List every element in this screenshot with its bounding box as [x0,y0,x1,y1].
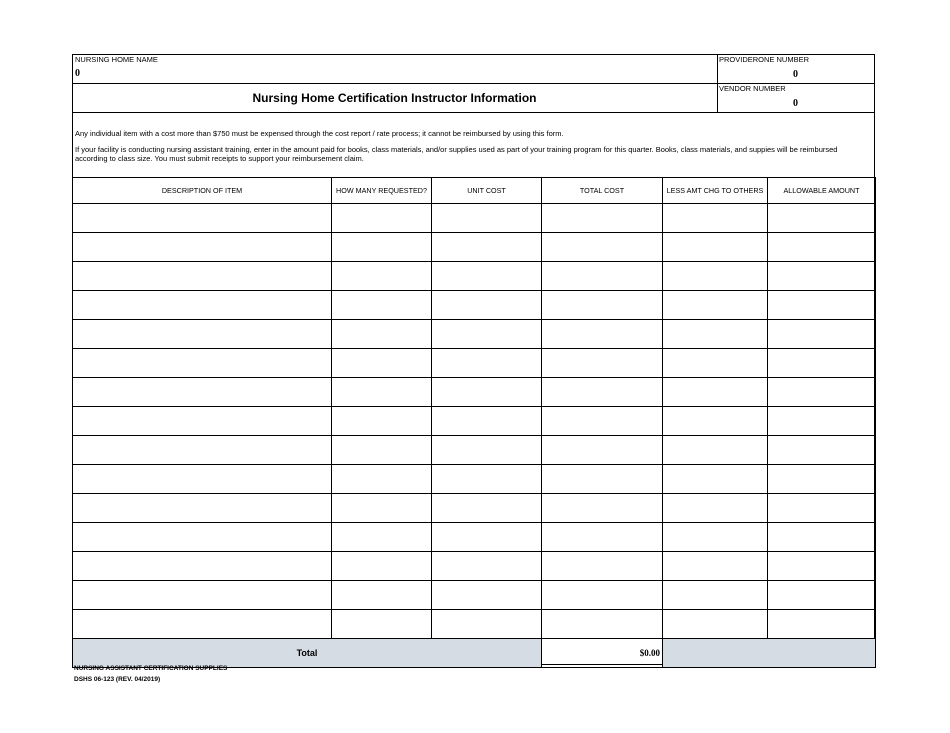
table-row [73,610,876,639]
description-cell[interactable] [73,494,332,523]
total-cost-cell[interactable] [542,610,663,639]
unit-cost-cell[interactable] [432,523,542,552]
table-row [73,233,876,262]
unit-cost-cell[interactable] [432,320,542,349]
quantity-cell[interactable] [332,523,432,552]
table-row [73,262,876,291]
column-header-unit-cost: UNIT COST [432,178,542,204]
allowable-amount-cell[interactable] [768,610,876,639]
quantity-cell[interactable] [332,610,432,639]
quantity-cell[interactable] [332,407,432,436]
description-cell[interactable] [73,436,332,465]
table-row [73,494,876,523]
quantity-cell[interactable] [332,204,432,233]
vendor-number-label: VENDOR NUMBER [719,84,786,93]
allowable-amount-cell[interactable] [768,494,876,523]
quantity-cell[interactable] [332,378,432,407]
quantity-cell[interactable] [332,436,432,465]
providerone-number-field[interactable]: 0 [793,69,798,80]
form-name: NURSING ASSISTANT CERTIFICATION SUPPLIES [74,665,228,672]
total-cost-cell[interactable] [542,262,663,291]
total-cost-cell[interactable] [542,465,663,494]
description-cell[interactable] [73,407,332,436]
table-row [73,523,876,552]
quantity-cell[interactable] [332,581,432,610]
allowable-amount-cell[interactable] [768,320,876,349]
description-cell[interactable] [73,523,332,552]
quantity-cell[interactable] [332,291,432,320]
column-header-allowable-amount: ALLOWABLE AMOUNT [768,178,876,204]
unit-cost-cell[interactable] [432,349,542,378]
description-cell[interactable] [73,349,332,378]
allowable-amount-cell[interactable] [768,378,876,407]
total-cost-cell[interactable] [542,349,663,378]
unit-cost-cell[interactable] [432,581,542,610]
allowable-amount-cell[interactable] [768,262,876,291]
description-cell[interactable] [73,552,332,581]
allowable-amount-cell[interactable] [768,581,876,610]
title-divider [72,112,875,113]
less-amount-cell[interactable] [663,465,768,494]
total-label: Total [73,639,542,668]
column-header-description: DESCRIPTION OF ITEM [73,178,332,204]
total-cost-cell[interactable] [542,436,663,465]
facility-name-label: NURSING HOME NAME [75,55,158,64]
allowable-amount-cell[interactable] [768,523,876,552]
less-amount-cell[interactable] [663,552,768,581]
description-cell[interactable] [73,378,332,407]
allowable-amount-cell[interactable] [768,552,876,581]
quantity-cell[interactable] [332,320,432,349]
unit-cost-cell[interactable] [432,204,542,233]
quantity-cell[interactable] [332,552,432,581]
form-number: DSHS 06-123 (REV. 04/2019) [74,676,161,683]
allowable-amount-cell[interactable] [768,465,876,494]
less-amount-cell[interactable] [663,204,768,233]
table-row [73,552,876,581]
provider-column-divider [717,54,718,113]
unit-cost-cell[interactable] [432,378,542,407]
table-header-row [73,178,876,204]
providerone-number-label: PROVIDERONE NUMBER [719,55,810,64]
less-amount-cell[interactable] [663,436,768,465]
description-cell[interactable] [73,291,332,320]
unit-cost-cell[interactable] [432,233,542,262]
total-shaded-cell [663,639,876,668]
quantity-cell[interactable] [332,465,432,494]
facility-name-field[interactable]: 0 [75,68,80,79]
instruction-cost-limit: Any individual item with a cost more than $750 must be expensed through the cost report / rate process; it cannot be reimbursed by using this form. [75,129,564,138]
description-cell[interactable] [73,204,332,233]
table-row [73,320,876,349]
supplies-table [72,177,876,668]
description-cell[interactable] [73,465,332,494]
unit-cost-cell[interactable] [432,610,542,639]
total-row [73,639,876,668]
table-row [73,291,876,320]
column-header-quantity: HOW MANY REQUESTED? [332,178,432,204]
less-amount-cell[interactable] [663,378,768,407]
column-header-total-cost: TOTAL COST [542,178,663,204]
less-amount-cell[interactable] [663,262,768,291]
quantity-cell[interactable] [332,233,432,262]
less-amount-cell[interactable] [663,494,768,523]
column-header-less-amount: LESS AMT CHG TO OTHERS [663,178,768,204]
allowable-amount-cell[interactable] [768,407,876,436]
quantity-cell[interactable] [332,262,432,291]
less-amount-cell[interactable] [663,233,768,262]
total-cost-cell[interactable] [542,523,663,552]
table-row [73,581,876,610]
total-cost-cell[interactable] [542,552,663,581]
allowable-amount-cell[interactable] [768,291,876,320]
total-cost-cell[interactable] [542,494,663,523]
allowable-amount-cell[interactable] [768,204,876,233]
form-title: Nursing Home Certification Instructor Information [252,91,537,105]
total-cost-cell[interactable] [542,233,663,262]
total-cost-cell[interactable] [542,407,663,436]
vendor-number-field[interactable]: 0 [793,98,798,109]
total-cost-cell[interactable] [542,320,663,349]
table-row [73,465,876,494]
description-cell[interactable] [73,610,332,639]
total-cost-cell[interactable] [542,204,663,233]
quantity-cell[interactable] [332,494,432,523]
unit-cost-cell[interactable] [432,552,542,581]
table-body [73,204,876,639]
total-value: $0.00 [542,639,663,668]
unit-cost-cell[interactable] [432,436,542,465]
table-row [73,378,876,407]
unit-cost-cell[interactable] [432,465,542,494]
total-cost-cell[interactable] [542,581,663,610]
total-cost-cell[interactable] [542,291,663,320]
description-cell[interactable] [73,320,332,349]
quantity-cell[interactable] [332,349,432,378]
less-amount-cell[interactable] [663,349,768,378]
allowable-amount-cell[interactable] [768,233,876,262]
unit-cost-cell[interactable] [432,262,542,291]
less-amount-cell[interactable] [663,523,768,552]
description-cell[interactable] [73,233,332,262]
instruction-training-supplies: If your facility is conducting nursing assistant training, enter in the amount paid for books, class materials, and/or supplies used as part of your training program for this quarter. Books, class materials, and suppies will be reimbursed according to class size. You must submit receipts to support your reimbursement claim. [75,145,838,163]
less-amount-cell[interactable] [663,407,768,436]
allowable-amount-cell[interactable] [768,436,876,465]
less-amount-cell[interactable] [663,581,768,610]
table-row [73,407,876,436]
allowable-amount-cell[interactable] [768,349,876,378]
unit-cost-cell[interactable] [432,407,542,436]
table-row [73,436,876,465]
description-cell[interactable] [73,581,332,610]
table-row [73,204,876,233]
less-amount-cell[interactable] [663,320,768,349]
description-cell[interactable] [73,262,332,291]
unit-cost-cell[interactable] [432,494,542,523]
less-amount-cell[interactable] [663,291,768,320]
unit-cost-cell[interactable] [432,291,542,320]
total-cost-cell[interactable] [542,378,663,407]
less-amount-cell[interactable] [663,610,768,639]
table-row [73,349,876,378]
